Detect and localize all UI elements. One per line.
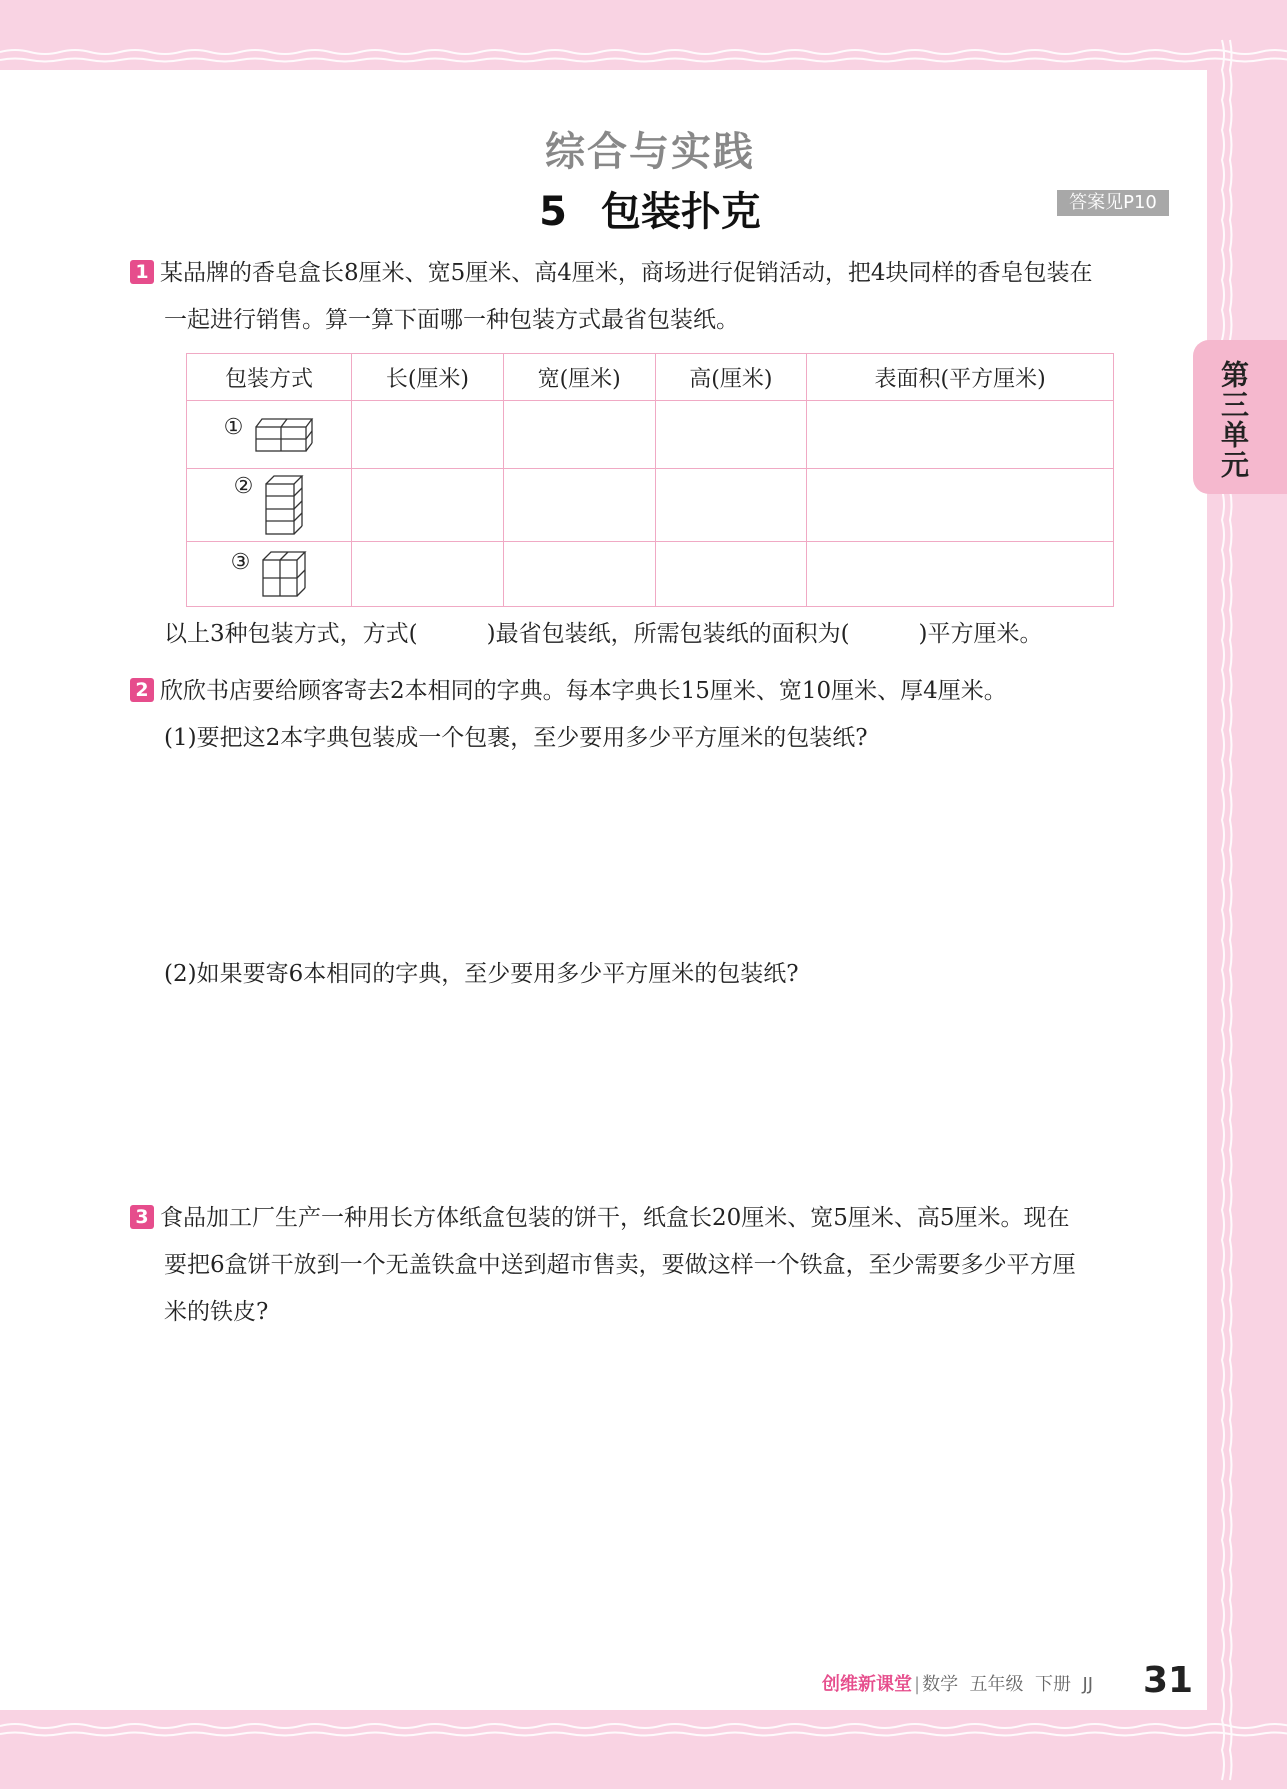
four-boxes-square-icon	[261, 550, 307, 598]
four-boxes-stacked-icon	[264, 474, 304, 536]
footer-subject: 数学	[922, 1674, 959, 1695]
question-1-line-1: 某品牌的香皂盒长8厘米、宽5厘米、高4厘米，商场进行促销活动，把4块同样的香皂包装在	[160, 260, 1093, 286]
question-3	[130, 1195, 1180, 1336]
width-cell[interactable]	[503, 401, 655, 469]
question-2	[130, 668, 1180, 762]
table-header-row	[187, 354, 1114, 401]
conclusion-text: 以上3种包装方式，方式( )最省包装纸，所需包装纸的面积为( )平方厘米。	[164, 621, 1043, 647]
packaging-option-cell	[187, 469, 352, 542]
footer-grade: 五年级	[969, 1674, 1024, 1695]
height-cell[interactable]	[655, 401, 807, 469]
option-label: ③	[230, 550, 251, 575]
packaging-option-cell	[187, 542, 352, 607]
question-2-part-2-block	[130, 951, 1180, 998]
footer-volume: 下册	[1034, 1674, 1071, 1695]
question-number-badge: 3	[130, 1205, 154, 1229]
table-header: 宽(厘米)	[503, 354, 655, 401]
answer-reference-badge: 答案见P10	[1057, 190, 1169, 216]
footer-edition: JJ	[1082, 1674, 1094, 1695]
table-row	[187, 469, 1114, 542]
four-boxes-flat-icon	[254, 415, 314, 455]
table-header: 表面积(平方厘米)	[807, 354, 1114, 401]
unit-side-tab-label: 第三单元	[1217, 360, 1250, 480]
option-label: ②	[233, 474, 254, 499]
height-cell[interactable]	[655, 469, 807, 542]
question-3-line-3: 米的铁皮?	[164, 1299, 269, 1325]
question-3-line-2: 要把6盒饼干放到一个无盖铁盒中送到超市售卖，要做这样一个铁盒，至少需要多少平方厘	[164, 1252, 1076, 1278]
table-header: 高(厘米)	[655, 354, 807, 401]
footer-brand: 创维新课堂	[822, 1674, 912, 1695]
option-label: ①	[223, 414, 244, 440]
footer-divider: |	[914, 1674, 921, 1695]
lesson-name: 包装扑克	[600, 189, 761, 235]
height-cell[interactable]	[655, 542, 807, 607]
surface-area-cell[interactable]	[807, 469, 1114, 542]
question-2-intro: 欣欣书店要给顾客寄去2本相同的字典。每本字典长15厘米、宽10厘米、厚4厘米。	[160, 678, 1007, 704]
page-footer	[822, 1670, 1093, 1696]
unit-side-tab	[1193, 340, 1287, 494]
question-2-part-2: (2)如果要寄6本相同的字典，至少要用多少平方厘米的包装纸?	[164, 961, 799, 987]
question-1-line-2: 一起进行销售。算一算下面哪一种包装方式最省包装纸。	[164, 307, 739, 333]
table-header: 包装方式	[187, 354, 352, 401]
question-2-part-1: (1)要把这2本字典包装成一个包裹，至少要用多少平方厘米的包装纸?	[164, 725, 868, 751]
lesson-number: 5	[539, 189, 567, 235]
section-title: 综合与实践	[545, 129, 755, 175]
length-cell[interactable]	[352, 469, 504, 542]
question-3-line-1: 食品加工厂生产一种用长方体纸盒包装的饼干，纸盒长20厘米、宽5厘米、高5厘米。现在	[160, 1205, 1070, 1231]
question-1-conclusion	[130, 611, 1180, 658]
width-cell[interactable]	[503, 542, 655, 607]
packaging-option-cell	[187, 401, 352, 469]
table-header: 长(厘米)	[352, 354, 504, 401]
length-cell[interactable]	[352, 401, 504, 469]
table-row	[187, 542, 1114, 607]
surface-area-cell[interactable]	[807, 401, 1114, 469]
length-cell[interactable]	[352, 542, 504, 607]
page-number: 31	[1143, 1660, 1194, 1701]
question-number-badge: 1	[130, 260, 154, 284]
width-cell[interactable]	[503, 469, 655, 542]
packaging-table	[186, 353, 1114, 607]
question-1	[130, 250, 1180, 344]
table-row	[187, 401, 1114, 469]
question-number-badge: 2	[130, 678, 154, 702]
surface-area-cell[interactable]	[807, 542, 1114, 607]
